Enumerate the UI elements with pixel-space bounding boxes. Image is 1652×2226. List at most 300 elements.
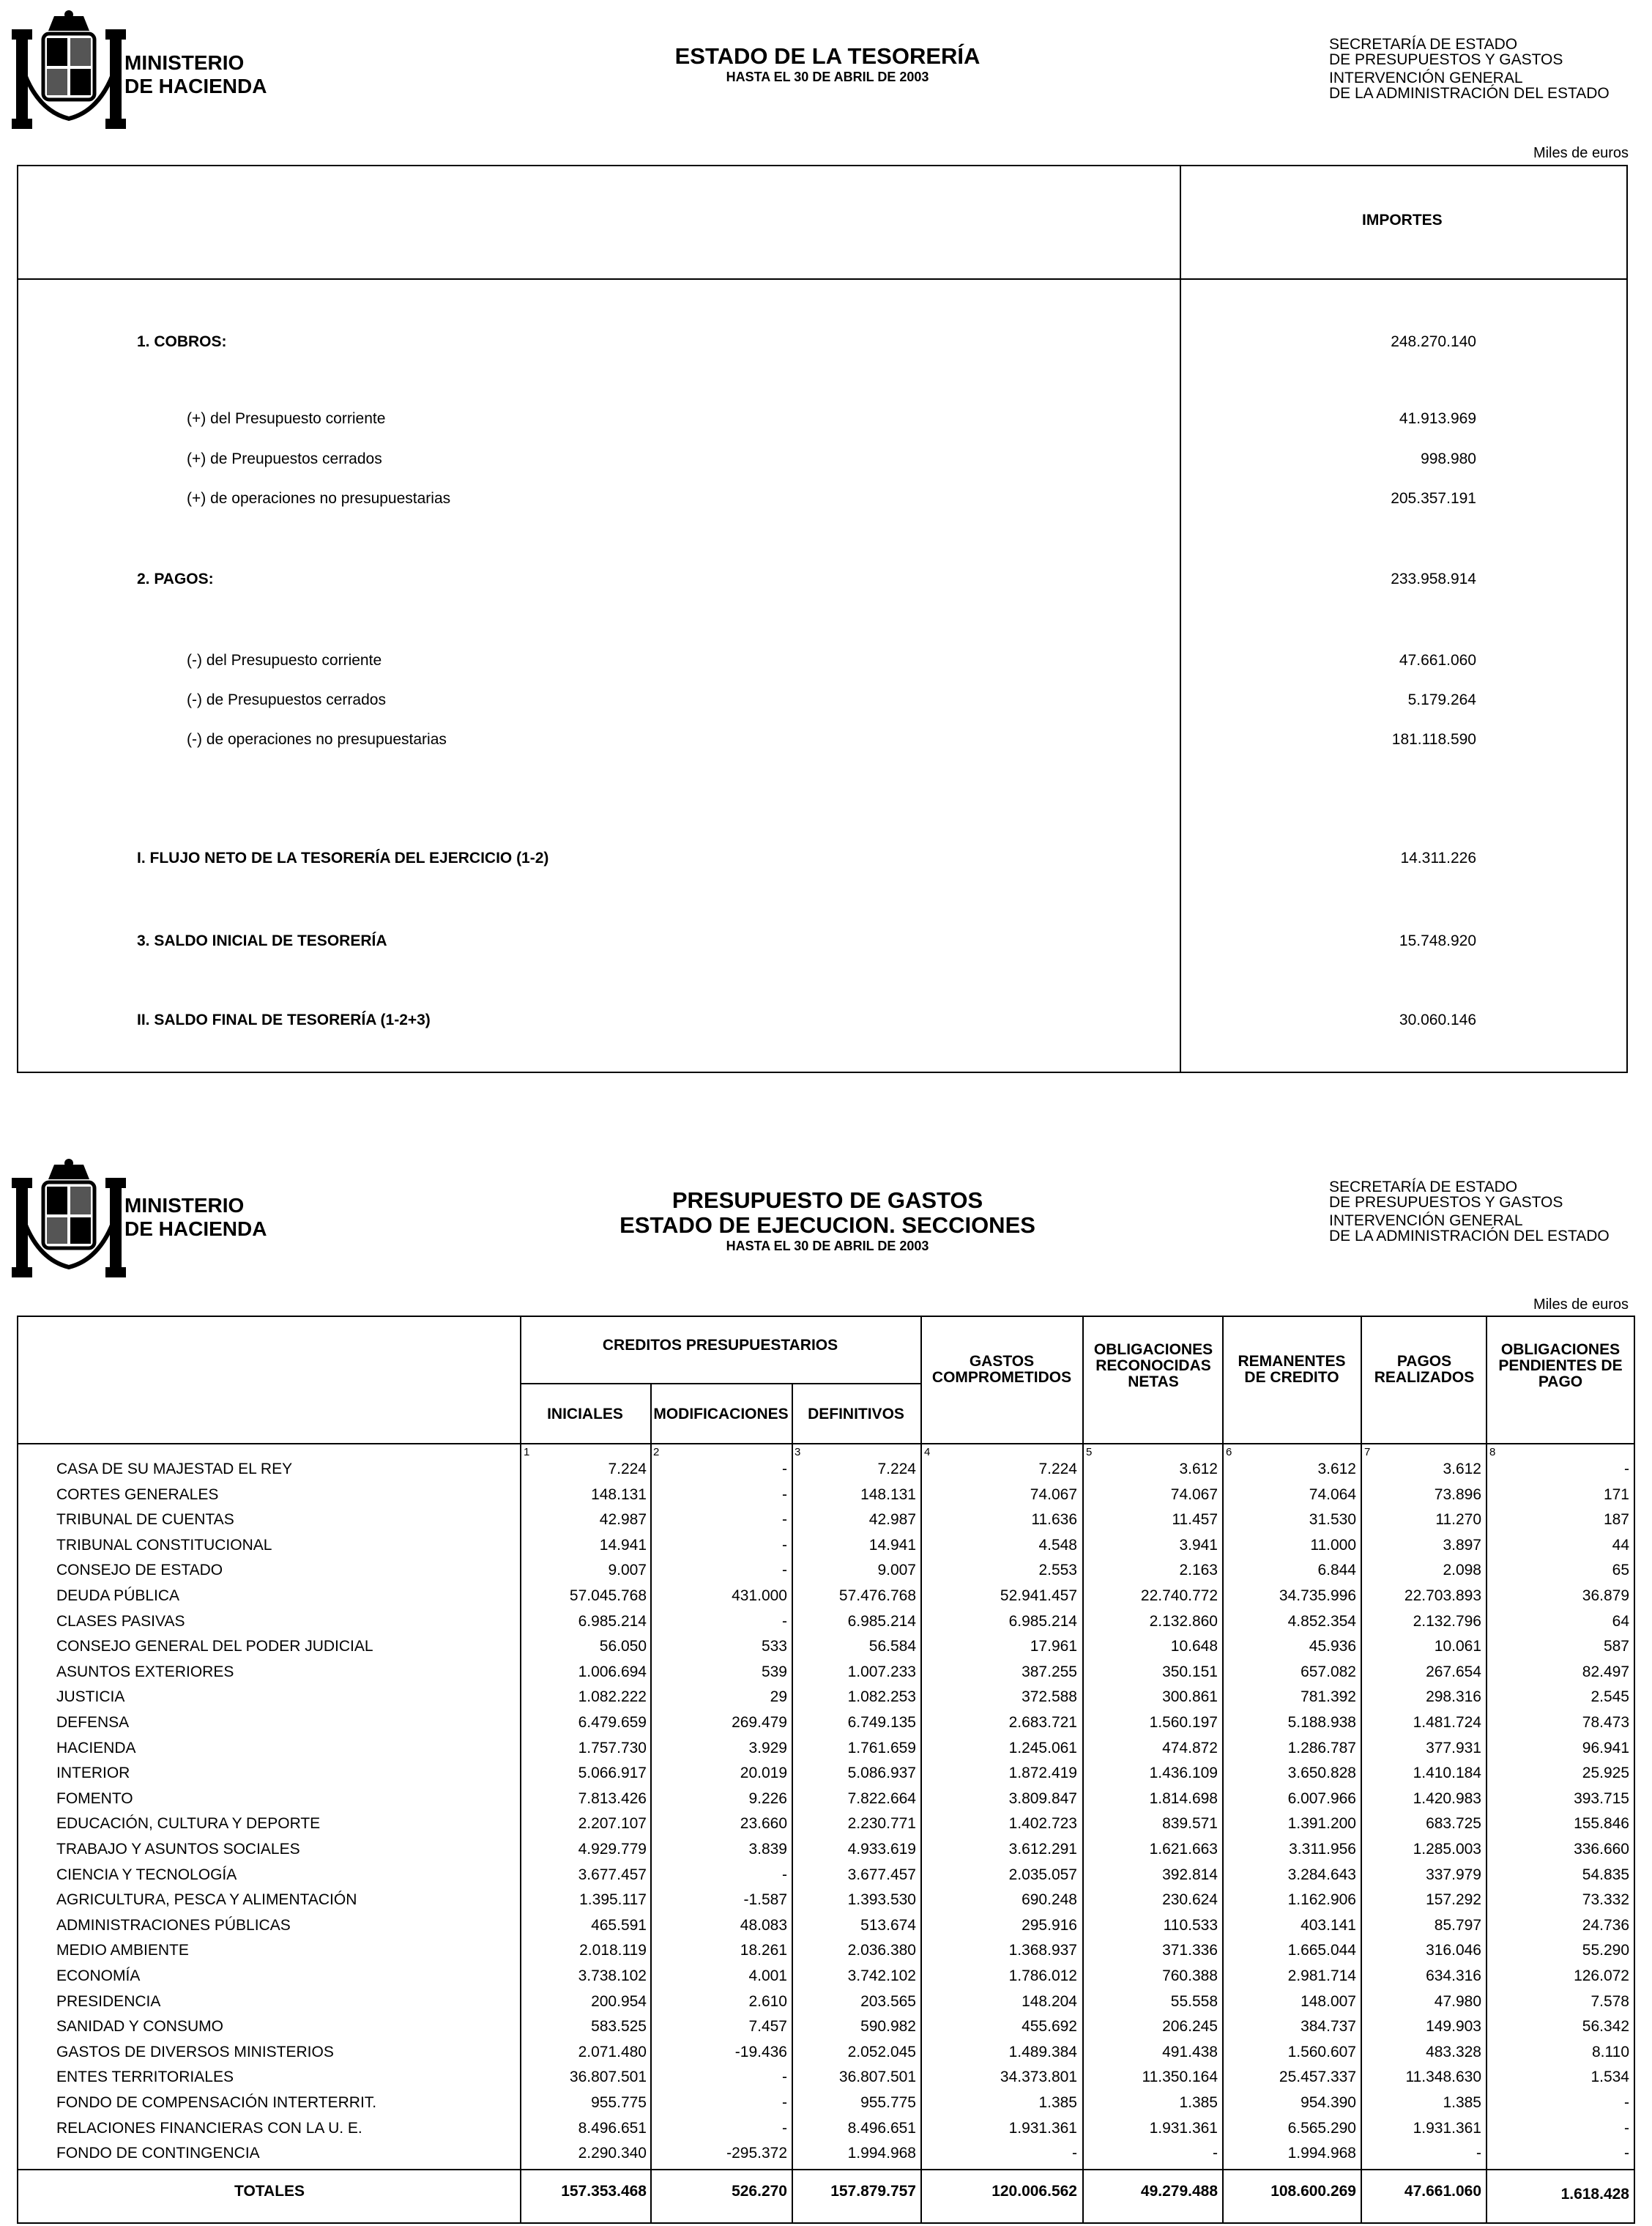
treasury-row-value: 998.980 [1421, 450, 1476, 467]
totals-cell: 108.600.269 [1270, 2183, 1356, 2200]
table-cell: 65 [1612, 1562, 1629, 1579]
table-cell: 300.861 [1162, 1688, 1218, 1706]
table-cell: 1.436.109 [1149, 1765, 1218, 1782]
table-cell: - [782, 1461, 787, 1477]
table-cell: 200.954 [591, 1992, 647, 2010]
table-cell: 387.255 [1022, 1663, 1077, 1680]
table-cell: 1.402.723 [1008, 1815, 1077, 1833]
table-cell: 1.994.968 [847, 2145, 916, 2162]
table-cell: - [782, 2094, 787, 2111]
table-cell: 230.624 [1162, 1891, 1218, 1909]
table-cell: 372.588 [1022, 1688, 1077, 1706]
table-cell: 171 [1603, 1485, 1629, 1503]
table-cell: - [1624, 2119, 1629, 2137]
table-cell: 22.703.893 [1404, 1587, 1481, 1604]
table-cell: 148.131 [591, 1485, 647, 1503]
subtitle: HASTA EL 30 DE ABRIL DE 2003 [726, 70, 929, 84]
table-cell: 11.270 [1435, 1511, 1481, 1529]
table-cell: 7.224 [1038, 1461, 1077, 1477]
table-cell: 7.813.426 [578, 1789, 647, 1807]
table-cell: 2.610 [748, 1992, 787, 2010]
section-name: TRIBUNAL DE CUENTAS [56, 1511, 234, 1529]
table-cell: 1.757.730 [578, 1739, 647, 1756]
table-cell: 7.224 [608, 1461, 647, 1477]
table-cell: 5.188.938 [1287, 1714, 1356, 1731]
table-cell: 1.931.361 [1149, 2119, 1218, 2137]
totals-cell: 157.879.757 [830, 2183, 916, 2200]
table-cell: 1.994.968 [1287, 2145, 1356, 2162]
table-cell: 148.131 [860, 1485, 916, 1503]
table-cell: 2.163 [1179, 1562, 1218, 1579]
col-number: 4 [924, 1446, 931, 1458]
table-cell: 6.565.290 [1287, 2119, 1356, 2137]
table-cell: 11.457 [1172, 1511, 1218, 1529]
table-cell: 1.931.361 [1008, 2119, 1077, 2137]
table-cell: - [1476, 2145, 1481, 2162]
table-cell: 56.342 [1582, 2018, 1629, 2036]
page-title [571, 44, 1084, 85]
table-row [18, 1917, 1637, 1942]
table-cell: 6.985.214 [847, 1612, 916, 1630]
col-number: 5 [1086, 1446, 1093, 1458]
table-cell: 3.929 [748, 1739, 787, 1756]
section-name: INTERIOR [56, 1765, 130, 1782]
title-2: ESTADO DE EJECUCION. SECCIONES [620, 1212, 1035, 1238]
table-cell: 1.391.200 [1287, 1815, 1356, 1833]
table-cell: 54.835 [1582, 1866, 1629, 1883]
table-cell: 377.931 [1426, 1739, 1481, 1756]
section-name: ECONOMÍA [56, 1967, 141, 1984]
table-cell: 7.578 [1590, 1992, 1629, 2010]
table-cell: 839.571 [1162, 1815, 1218, 1833]
section-name: ASUNTOS EXTERIORES [56, 1663, 234, 1680]
table-cell: - [1624, 1461, 1629, 1477]
table-cell: 7.457 [748, 2018, 787, 2036]
totals-cell: 526.270 [732, 2183, 787, 2200]
table-cell: 57.045.768 [569, 1587, 647, 1604]
table-cell: 3.742.102 [847, 1967, 916, 1984]
table-cell: 6.844 [1317, 1562, 1356, 1579]
table-row [18, 1790, 1637, 1815]
table-cell: 760.388 [1162, 1967, 1218, 1984]
table-cell: 350.151 [1162, 1663, 1218, 1680]
table-cell: 1.420.983 [1413, 1789, 1481, 1807]
table-cell: -19.436 [734, 2043, 787, 2060]
table-cell: 6.007.966 [1287, 1789, 1356, 1807]
table-cell: 3.311.956 [1289, 1841, 1356, 1858]
table-cell: 24.736 [1582, 1916, 1629, 1934]
table-cell: 690.248 [1022, 1891, 1077, 1909]
table-cell: 11.350.164 [1142, 2069, 1218, 2086]
column-divider [1180, 166, 1181, 1072]
section-name: TRABAJO Y ASUNTOS SOCIALES [56, 1841, 300, 1858]
table-row [18, 2018, 1637, 2043]
table-cell: 73.896 [1434, 1485, 1481, 1503]
col-number: 3 [795, 1446, 801, 1458]
totals-cell: 47.661.060 [1404, 2183, 1481, 2200]
treasury-row-value: 233.958.914 [1391, 571, 1476, 587]
table-cell: 2.230.771 [847, 1815, 916, 1833]
table-cell: 29 [770, 1688, 787, 1706]
table-cell: 403.141 [1301, 1916, 1356, 1934]
table-cell: 3.612 [1317, 1461, 1356, 1477]
table-cell: 1.410.184 [1413, 1765, 1481, 1782]
table-cell: 11.348.630 [1405, 2069, 1481, 2086]
table-cell: 14.941 [599, 1536, 647, 1554]
table-cell: 337.979 [1426, 1866, 1481, 1883]
table-cell: 1.368.937 [1008, 1942, 1077, 1959]
section-name: MEDIO AMBIENTE [56, 1942, 189, 1959]
table-cell: - [782, 1485, 787, 1503]
table-cell: - [1072, 2145, 1077, 2162]
table-cell: 2.035.057 [1008, 1866, 1077, 1883]
table-cell: 5.086.937 [847, 1765, 916, 1782]
table-cell: 1.560.197 [1149, 1714, 1218, 1731]
table-cell: 533 [761, 1638, 787, 1655]
table-cell: 1.006.694 [578, 1663, 647, 1680]
table-cell: 148.007 [1301, 1992, 1356, 2010]
treasury-row-label: (-) de operaciones no presupuestarias [187, 731, 447, 748]
treasury-row-label: (+) de Preupuestos cerrados [187, 450, 382, 467]
section-name: FONDO DE COMPENSACIÓN INTERTERRIT. [56, 2094, 377, 2111]
treasury-row-value: 248.270.140 [1391, 333, 1476, 350]
table-cell: 431.000 [732, 1587, 787, 1604]
treasury-row-value: 205.357.191 [1391, 490, 1476, 507]
table-cell: 149.903 [1426, 2018, 1481, 2036]
table-cell: 1.395.117 [579, 1891, 647, 1909]
units-label: Miles de euros [1533, 1296, 1629, 1313]
table-cell: 267.654 [1426, 1663, 1481, 1680]
table-cell: 148.204 [1022, 1992, 1077, 2010]
table-cell: 74.064 [1309, 1485, 1356, 1503]
table-cell: 155.846 [1574, 1815, 1629, 1833]
ministry-name: MINISTERIO DE HACIENDA [124, 51, 267, 97]
treasury-row-value: 5.179.264 [1407, 691, 1476, 708]
table-row [18, 2044, 1637, 2069]
table-cell: 587 [1603, 1638, 1629, 1655]
table-cell: 1.082.222 [578, 1688, 647, 1706]
table-row [18, 1942, 1637, 1967]
table-cell: 1.872.419 [1008, 1765, 1077, 1782]
table-cell: 1.534 [1590, 2069, 1629, 2086]
table-cell: 3.612.291 [1008, 1841, 1077, 1858]
table-cell: 483.328 [1426, 2043, 1481, 2060]
table-cell: - [782, 2069, 787, 2086]
table-cell: - [782, 2119, 787, 2137]
col-gastos-comprometidos: GASTOS COMPROMETIDOS [931, 1353, 1072, 1386]
table-cell: 73.332 [1582, 1891, 1629, 1909]
table-cell: 3.677.457 [578, 1866, 647, 1883]
table-cell: 1.007.233 [847, 1663, 916, 1680]
table-cell: 3.897 [1443, 1536, 1481, 1554]
table-row [18, 1486, 1637, 1511]
table-row [18, 2120, 1637, 2145]
col-number: 6 [1226, 1446, 1232, 1458]
treasury-row-label: 1. COBROS: [137, 333, 227, 350]
totals-cell: 49.279.488 [1140, 2183, 1218, 2200]
coat-of-arms-icon [10, 9, 127, 137]
table-cell: 56.050 [599, 1638, 647, 1655]
section-name: JUSTICIA [56, 1688, 125, 1706]
section-name: ENTES TERRITORIALES [56, 2069, 234, 2086]
table-cell: 1.385 [1038, 2094, 1077, 2111]
table-cell: 295.916 [1022, 1916, 1077, 1934]
ministry-name: MINISTERIO DE HACIENDA [124, 1194, 267, 1240]
table-cell: 1.393.530 [847, 1891, 916, 1909]
group-divider [520, 1383, 920, 1384]
table-cell: 2.071.480 [578, 2043, 647, 2060]
table-cell: 206.245 [1162, 2018, 1218, 2036]
table-row [18, 1815, 1637, 1840]
table-row [18, 2145, 1637, 2170]
table-cell: 474.872 [1162, 1739, 1218, 1756]
table-row [18, 1891, 1637, 1916]
table-cell: 203.565 [860, 1992, 916, 2010]
table-cell: 634.316 [1426, 1967, 1481, 1984]
table-cell: 1.481.724 [1413, 1714, 1481, 1731]
table-cell: 64 [1612, 1612, 1629, 1630]
table-cell: - [1213, 2145, 1218, 2162]
totals-cell: 1.618.428 [1560, 2186, 1629, 2203]
col-number: 7 [1364, 1446, 1371, 1458]
col-obligaciones-reconocidas: OBLIGACIONES RECONOCIDAS NETAS [1093, 1341, 1213, 1390]
table-cell: 22.740.772 [1140, 1587, 1218, 1604]
section-name: HACIENDA [56, 1739, 136, 1756]
treasury-row-label: 3. SALDO INICIAL DE TESORERÍA [137, 932, 387, 949]
table-cell: 74.067 [1170, 1485, 1218, 1503]
table-cell: 11.000 [1310, 1536, 1356, 1554]
table-cell: 82.497 [1582, 1663, 1629, 1680]
totals-cell: 157.353.468 [561, 2183, 647, 2200]
table-cell: 1.286.787 [1287, 1739, 1356, 1756]
table-row [18, 1993, 1637, 2018]
table-cell: 465.591 [591, 1916, 647, 1934]
col-number: 1 [524, 1446, 530, 1458]
table-cell: 10.648 [1170, 1638, 1218, 1655]
table-cell: 110.533 [1163, 1916, 1218, 1934]
page-title [571, 1188, 1084, 1254]
table-cell: 17.961 [1030, 1638, 1077, 1655]
totals-row [18, 2183, 1634, 2212]
table-cell: 3.941 [1179, 1536, 1218, 1554]
table-cell: 8.496.651 [847, 2119, 916, 2137]
table-cell: 1.082.253 [847, 1688, 916, 1706]
table-cell: 2.018.119 [579, 1942, 647, 1959]
section-name: FONDO DE CONTINGENCIA [56, 2145, 260, 2162]
table-cell: -295.372 [726, 2145, 787, 2162]
table-cell: 96.941 [1582, 1739, 1629, 1756]
table-cell: 8.496.651 [578, 2119, 647, 2137]
table-cell: 20.019 [740, 1765, 787, 1782]
treasury-row-label: 2. PAGOS: [137, 571, 214, 587]
table-cell: 74.067 [1030, 1485, 1077, 1503]
creditos-header: CREDITOS PRESUPUESTARIOS [602, 1337, 838, 1354]
table-cell: 10.061 [1434, 1638, 1481, 1655]
table-cell: 36.879 [1582, 1587, 1629, 1604]
table-cell: 1.665.044 [1287, 1942, 1356, 1959]
table-cell: 2.553 [1038, 1562, 1077, 1579]
table-cell: 55.558 [1170, 1992, 1218, 2010]
col-number: 8 [1489, 1446, 1496, 1458]
table-cell: 657.082 [1301, 1663, 1356, 1680]
table-cell: 2.052.045 [847, 2043, 916, 2060]
table-cell: 2.098 [1443, 1562, 1481, 1579]
table-cell: 3.612 [1443, 1461, 1481, 1477]
table-cell: 4.001 [748, 1967, 787, 1984]
table-cell: 7.224 [877, 1461, 916, 1477]
table-cell: 23.660 [740, 1815, 787, 1833]
treasury-row-label: I. FLUJO NETO DE LA TESORERÍA DEL EJERCICIO (1-2) [137, 850, 549, 867]
table-cell: 52.941.457 [1000, 1587, 1077, 1604]
table-cell: 78.473 [1582, 1714, 1629, 1731]
table-cell: 157.292 [1426, 1891, 1481, 1909]
table-cell: 1.621.663 [1149, 1841, 1218, 1858]
agency-block: SECRETARÍA DE ESTADO DE PRESUPUESTOS Y GASTOS INTERVENCIÓN GENERAL DE LA ADMINISTRACIÓN DEL ESTADO [1329, 1179, 1610, 1244]
treasury-row-label: II. SALDO FINAL DE TESORERÍA (1-2+3) [137, 1012, 431, 1028]
section-name: SANIDAD Y CONSUMO [56, 2018, 223, 2036]
table-cell: 7.822.664 [847, 1789, 916, 1807]
table-cell: 36.807.501 [569, 2069, 647, 2086]
table-cell: 4.933.619 [847, 1841, 916, 1858]
section-name: EDUCACIÓN, CULTURA Y DEPORTE [56, 1815, 321, 1833]
treasury-row-value: 15.748.920 [1399, 932, 1476, 949]
table-row [18, 1663, 1637, 1688]
table-row [18, 1511, 1637, 1536]
col-number: 2 [653, 1446, 660, 1458]
table-cell: 3.809.847 [1008, 1789, 1077, 1807]
totals-cell: 120.006.562 [991, 2183, 1077, 2200]
col-obligaciones-pendientes: OBLIGACIONES PENDIENTES DE PAGO [1498, 1341, 1623, 1390]
table-cell: 9.007 [608, 1562, 647, 1579]
table-row [18, 1740, 1637, 1765]
section-name: CASA DE SU MAJESTAD EL REY [56, 1461, 293, 1477]
table-cell: 2.132.860 [1149, 1612, 1218, 1630]
table-cell: 269.479 [732, 1714, 787, 1731]
table-cell: 6.479.659 [578, 1714, 647, 1731]
table-row [18, 1562, 1637, 1587]
table-cell: 3.612 [1179, 1461, 1218, 1477]
table-cell: 42.987 [868, 1511, 916, 1529]
table-cell: 590.982 [860, 2018, 916, 2036]
table-cell: 3.839 [748, 1841, 787, 1858]
table-row [18, 1688, 1637, 1713]
col-remanentes: REMANENTES DE CREDITO [1238, 1353, 1346, 1386]
table-cell: 1.931.361 [1413, 2119, 1481, 2137]
treasury-row-label: (-) del Presupuesto corriente [187, 652, 382, 669]
table-cell: 47.980 [1434, 1992, 1481, 2010]
table-cell: - [782, 1562, 787, 1579]
table-cell: 25.925 [1582, 1765, 1629, 1782]
table-cell: 2.290.340 [578, 2145, 647, 2162]
treasury-row-label: (+) de operaciones no presupuestarias [187, 490, 451, 507]
table-row [18, 1866, 1637, 1891]
table-cell: 1.385 [1179, 2094, 1218, 2111]
table-cell: 954.390 [1301, 2094, 1356, 2111]
table-cell: 2.545 [1590, 1688, 1629, 1706]
table-cell: 1.814.698 [1149, 1789, 1218, 1807]
table-cell: 3.650.828 [1287, 1765, 1356, 1782]
table-cell: 1.560.607 [1287, 2043, 1356, 2060]
table-cell: 2.981.714 [1287, 1967, 1356, 1984]
table-row [18, 1638, 1637, 1663]
section-name: CLASES PASIVAS [56, 1612, 185, 1630]
table-cell: 1.786.012 [1008, 1967, 1077, 1984]
table-cell: 3.677.457 [847, 1866, 916, 1883]
table-cell: 6.749.135 [847, 1714, 916, 1731]
section-name: DEUDA PÚBLICA [56, 1587, 180, 1604]
table-row [18, 1537, 1637, 1562]
table-cell: 955.775 [860, 2094, 916, 2111]
table-cell: 5.066.917 [578, 1765, 647, 1782]
header-divider [18, 1443, 1634, 1444]
table-cell: 44 [1612, 1536, 1629, 1554]
table-row [18, 2069, 1637, 2093]
treasury-row-value: 181.118.590 [1391, 731, 1476, 748]
table-cell: 31.530 [1309, 1511, 1356, 1529]
table-cell: 298.316 [1426, 1688, 1481, 1706]
table-cell: 513.674 [860, 1916, 916, 1934]
table-row [18, 1714, 1637, 1739]
table-cell: 8.110 [1592, 2043, 1629, 2060]
treasury-row-value: 47.661.060 [1399, 652, 1476, 669]
table-row [18, 1613, 1637, 1638]
table-cell: 491.438 [1162, 2043, 1218, 2060]
table-cell: 455.692 [1022, 2018, 1077, 2036]
table-cell: 11.636 [1031, 1511, 1077, 1529]
table-cell: 4.548 [1038, 1536, 1077, 1554]
table-row [18, 1967, 1637, 1992]
table-cell: 1.285.003 [1413, 1841, 1481, 1858]
table-cell: 1.761.659 [847, 1739, 916, 1756]
table-cell: 781.392 [1301, 1688, 1356, 1706]
table-cell: 3.284.643 [1287, 1866, 1356, 1883]
table-cell: 1.162.906 [1287, 1891, 1356, 1909]
coat-of-arms-icon [10, 1157, 127, 1285]
table-row [18, 1841, 1637, 1866]
section-name: GASTOS DE DIVERSOS MINISTERIOS [56, 2043, 334, 2060]
subtitle: HASTA EL 30 DE ABRIL DE 2003 [726, 1239, 929, 1253]
table-cell: 6.985.214 [1008, 1612, 1077, 1630]
treasury-row-value: 41.913.969 [1399, 410, 1476, 427]
table-cell: 6.985.214 [578, 1612, 647, 1630]
section-name: CORTES GENERALES [56, 1485, 219, 1503]
section-name: PRESIDENCIA [56, 1992, 161, 2010]
table-cell: 14.941 [868, 1536, 916, 1554]
table-cell: 2.036.380 [847, 1942, 916, 1959]
table-cell: 2.683.721 [1008, 1714, 1077, 1731]
table-row [18, 1587, 1637, 1612]
section-name: CONSEJO GENERAL DEL PODER JUDICIAL [56, 1638, 373, 1655]
table-cell: 9.226 [748, 1789, 787, 1807]
units-label: Miles de euros [1533, 145, 1629, 161]
table-cell: 955.775 [591, 2094, 647, 2111]
table-cell: 25.457.337 [1279, 2069, 1356, 2086]
table-cell: 42.987 [599, 1511, 647, 1529]
table-cell: 85.797 [1434, 1916, 1481, 1934]
header-divider [18, 278, 1626, 280]
section-name: RELACIONES FINANCIERAS CON LA U. E. [56, 2119, 362, 2137]
title: ESTADO DE LA TESORERÍA [674, 43, 981, 69]
table-cell: 1.245.061 [1008, 1739, 1077, 1756]
table-cell: - [782, 1536, 787, 1554]
table-cell: 384.737 [1301, 2018, 1356, 2036]
col-definitivos: DEFINITIVOS [808, 1406, 904, 1422]
table-cell: 187 [1603, 1511, 1629, 1529]
table-cell: - [782, 1511, 787, 1529]
table-row [18, 1765, 1637, 1789]
table-cell: 1.385 [1443, 2094, 1481, 2111]
table-cell: 9.007 [877, 1562, 916, 1579]
